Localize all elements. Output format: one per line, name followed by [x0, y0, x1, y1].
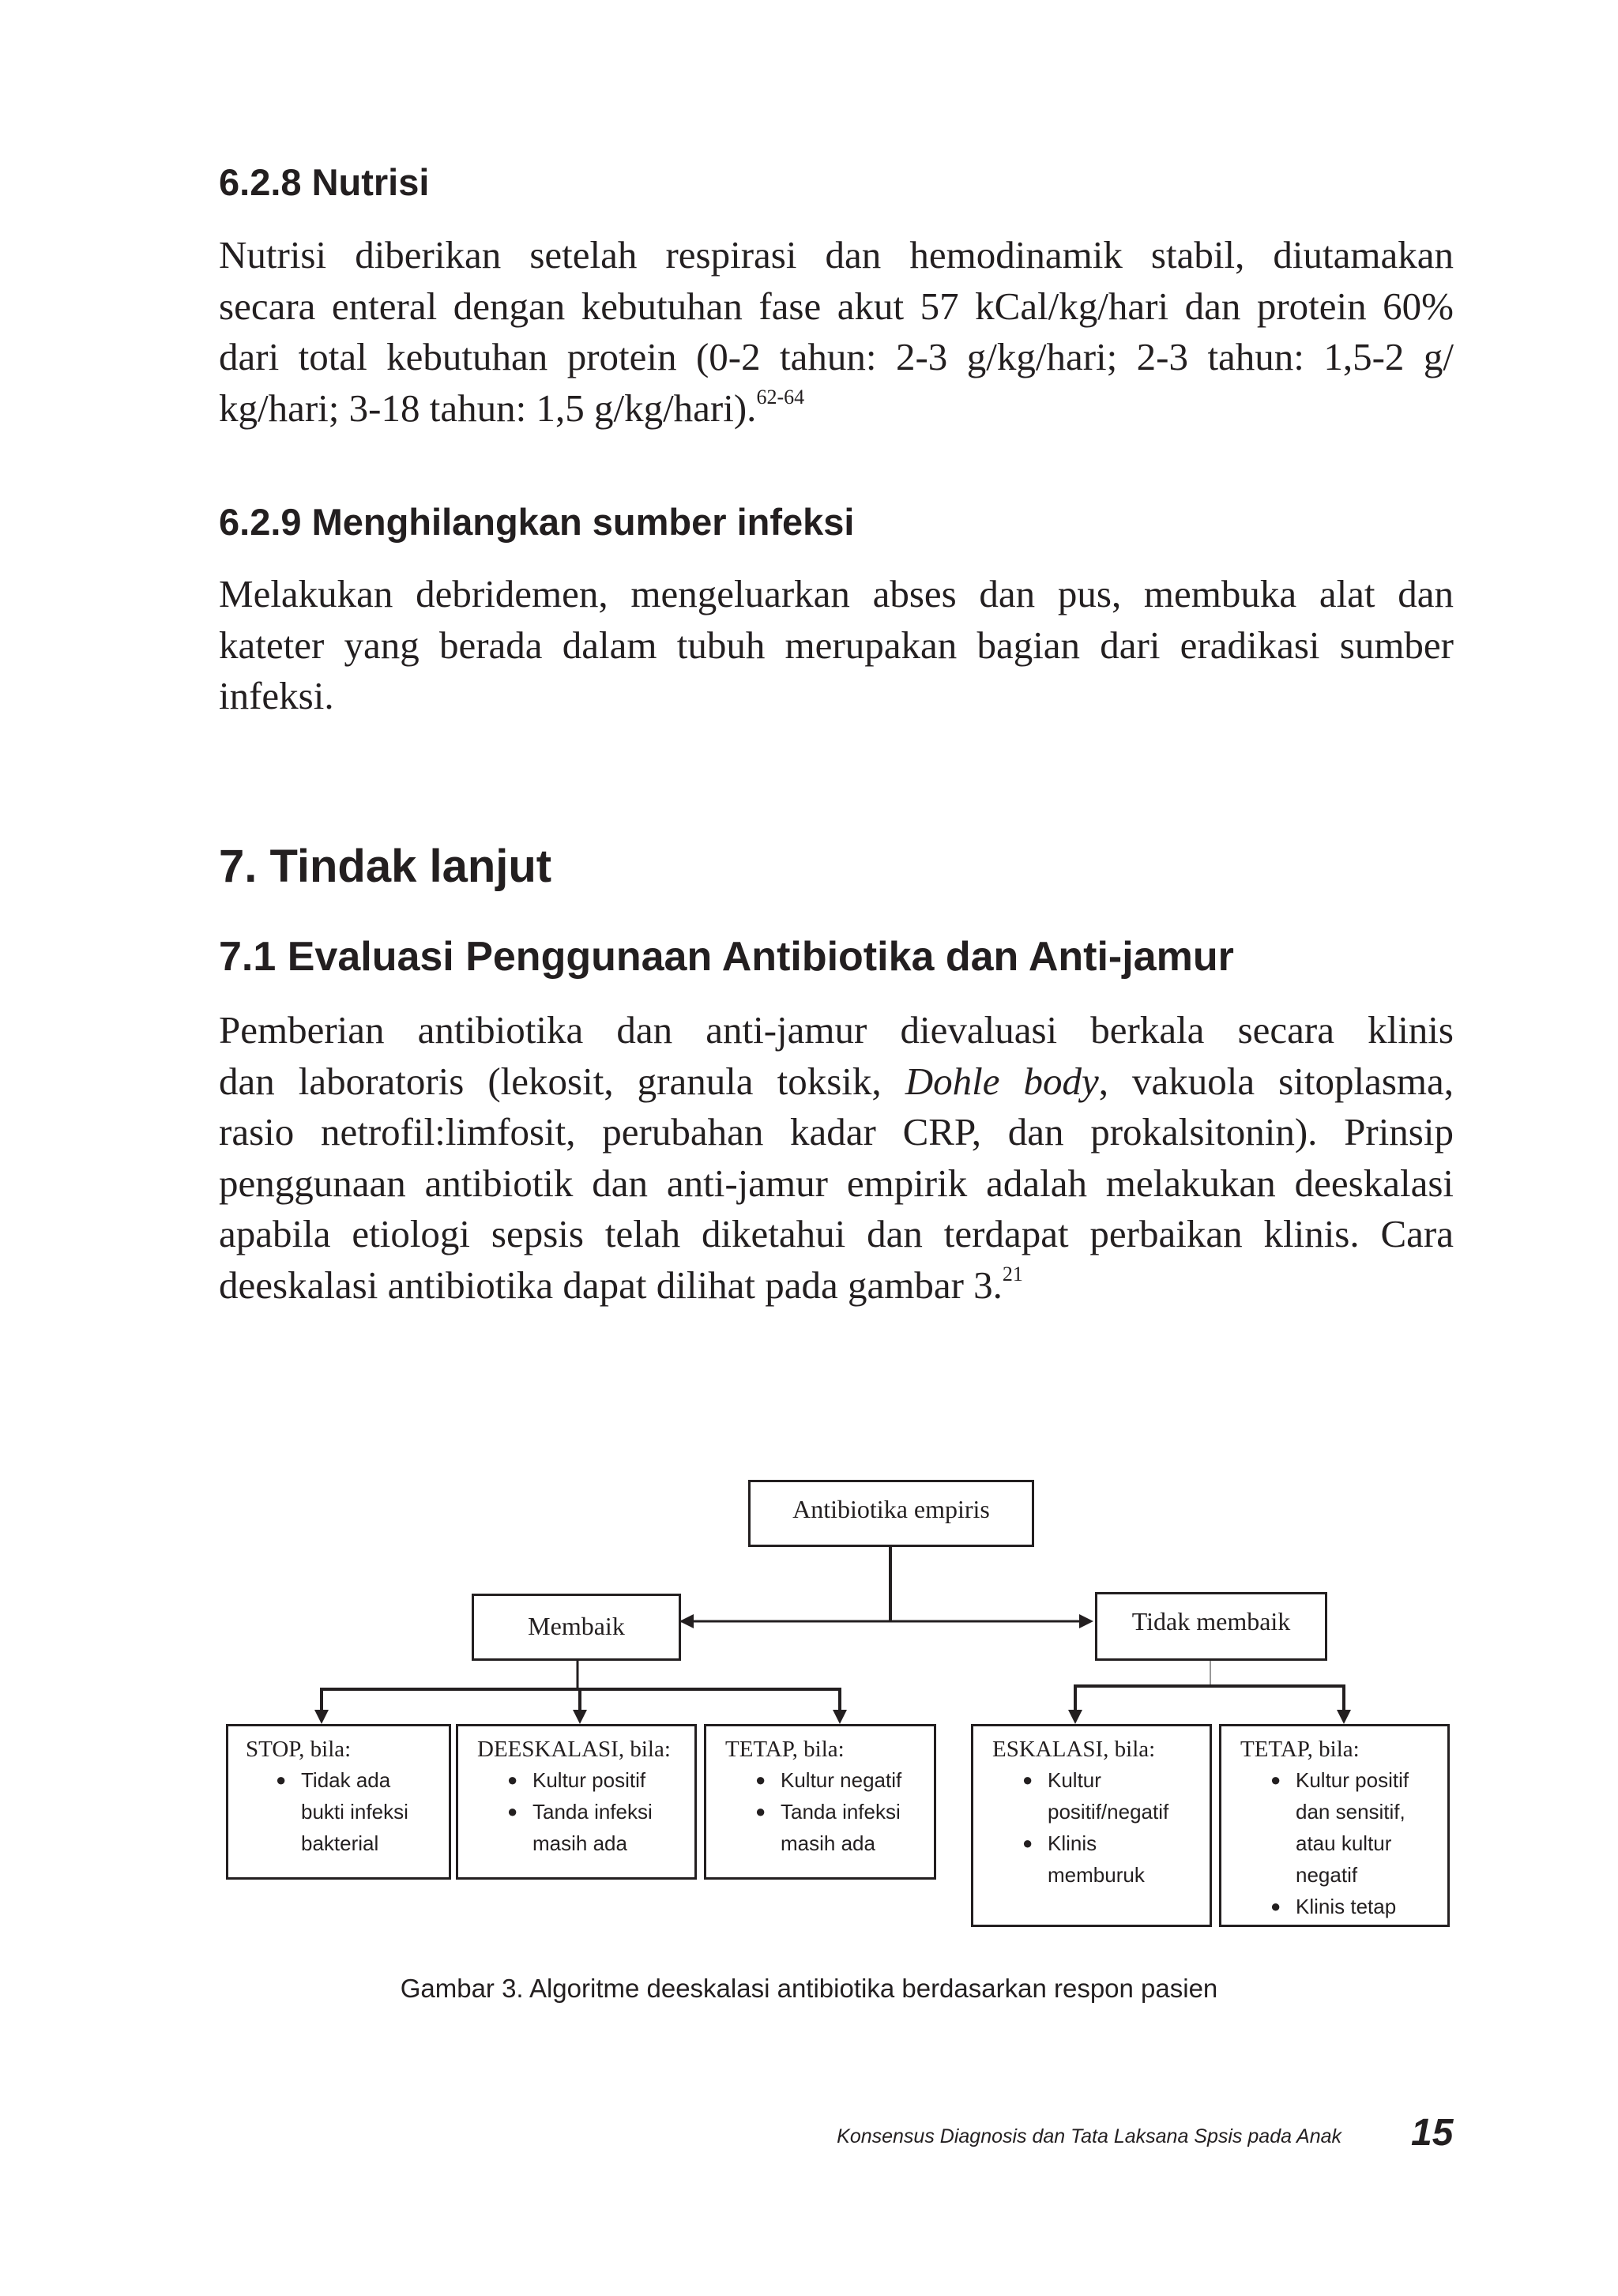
flowchart-tetap-left-list	[747, 1764, 934, 1859]
text-line	[219, 1056, 1454, 1108]
text-line	[219, 383, 1454, 435]
flowchart-eskalasi-box	[971, 1724, 1212, 1927]
flowchart-tidak-membaik-box	[1095, 1592, 1327, 1661]
list-item: ● Kultur positif/negatif	[1022, 1768, 1169, 1824]
text-line-part: , vakuola sitoplasma,	[1098, 1059, 1454, 1103]
list-item-text: Kultur positif	[532, 1768, 646, 1792]
text-line: rasio netrofil:limfosit, perubahan kadar CRP, dan prokalsitonin). Prinsip	[219, 1110, 1454, 1154]
list-item: ● Kultur negatif	[755, 1768, 902, 1792]
list-item: ● Klinis memburuk	[1022, 1831, 1145, 1887]
flowchart-eskalasi-heading: ESKALASI, bila:	[992, 1737, 1156, 1762]
flowchart-membaik-box	[472, 1594, 681, 1661]
text-line-content: kg/hari; 3-18 tahun: 1,5 g/kg/hari).	[219, 386, 757, 430]
list-item-text: Tanda infeksi masih ada	[532, 1800, 653, 1855]
paragraph-evaluasi	[219, 1005, 1454, 1311]
flowchart-tetap-left-box	[704, 1724, 936, 1880]
flowchart-stop-heading: STOP, bila:	[246, 1737, 352, 1762]
section-heading-7-1: 7.1 Evaluasi Penggunaan Antibiotika dan Anti-jamur	[219, 934, 1234, 980]
text-line: dari total kebutuhan protein (0-2 tahun: 2-3 g/kg/hari; 2-3 tahun: 1,5-2 g/	[219, 335, 1454, 378]
flowchart-tetap-right-list	[1262, 1764, 1447, 1922]
arrowhead	[314, 1710, 329, 1724]
figure-caption: Gambar 3. Algoritme deeskalasi antibiotika berdasarkan respon pasien	[400, 1974, 1218, 2003]
paragraph-nutrisi	[219, 230, 1454, 434]
flowchart-tetap-right-box	[1219, 1724, 1450, 1927]
text-line: infeksi.	[219, 674, 334, 717]
chapter-heading-7: 7. Tindak lanjut	[219, 841, 552, 892]
text-line: Nutrisi diberikan setelah respirasi dan hemodinamik stabil, diutamakan	[219, 233, 1454, 277]
arrowhead	[1068, 1710, 1082, 1724]
citation-superscript: 21	[1002, 1262, 1023, 1285]
list-item-text: Klinis tetap	[1296, 1895, 1397, 1918]
list-item-text: Tidak ada bukti infeksi bakterial	[301, 1768, 408, 1855]
text-line: Melakukan debridemen, mengeluarkan abses dan pus, membuka alat dan	[219, 572, 1454, 615]
list-item-text: Klinis memburuk	[1048, 1831, 1145, 1887]
arrowhead	[833, 1710, 847, 1724]
text-line	[219, 1260, 1454, 1312]
flowchart-stop-box	[226, 1724, 451, 1880]
list-item-text: Tanda infeksi masih ada	[781, 1800, 901, 1855]
text-line: apabila etiologi sepsis telah diketahui dan terdapat perbaikan klinis. Cara	[219, 1212, 1454, 1255]
text-line: kateter yang berada dalam tubuh merupakan bagian dari eradikasi sumber	[219, 623, 1454, 667]
arrowhead	[1337, 1710, 1351, 1724]
citation-superscript: 62-64	[756, 385, 805, 408]
flowchart-tetap-left-heading: TETAP, bila:	[725, 1737, 845, 1762]
italic-term: Dohle body	[905, 1059, 1099, 1103]
flowchart-tetap-right-heading: TETAP, bila:	[1240, 1737, 1360, 1762]
flowchart-tidak-membaik-label: Tidak membaik	[1131, 1607, 1291, 1635]
section-heading-6-2-9: 6.2.9 Menghilangkan sumber infeksi	[219, 501, 855, 543]
paragraph-sumber-infeksi	[219, 569, 1454, 722]
list-item: ● Tanda infeksi masih ada	[755, 1800, 901, 1855]
list-item: ● Kultur positif	[507, 1768, 646, 1792]
list-item: ● Klinis tetap	[1270, 1895, 1397, 1918]
page-number: 15	[1411, 2112, 1454, 2154]
footer-book-title: Konsensus Diagnosis dan Tata Laksana Spsis pada Anak	[837, 2125, 1341, 2147]
flowchart-root-label: Antibiotika empiris	[792, 1495, 990, 1523]
list-item: ● Tanda infeksi masih ada	[507, 1800, 653, 1855]
flowchart-stop-list	[268, 1764, 449, 1859]
flowchart-root-box	[748, 1480, 1034, 1547]
text-line-content: deeskalasi antibiotika dapat dilihat pada gambar 3.	[219, 1263, 1003, 1307]
flowchart-deeskalasi-list	[499, 1764, 694, 1859]
text-line: secara enteral dengan kebutuhan fase akut 57 kCal/kg/hari dan protein 60%	[219, 284, 1454, 328]
flowchart-deeskalasi-heading: DEESKALASI, bila:	[477, 1737, 671, 1762]
arrowhead	[1079, 1614, 1093, 1628]
flowchart-eskalasi-list	[1014, 1764, 1210, 1891]
section-heading-6-2-8: 6.2.8 Nutrisi	[219, 161, 430, 203]
text-line-part: dan laboratoris (lekosit, granula toksik,	[219, 1059, 905, 1103]
list-item-text: Kultur positif dan sensitif, atau kultur negatif	[1296, 1768, 1409, 1887]
text-line: Pemberian antibiotika dan anti-jamur dievaluasi berkala secara klinis	[219, 1008, 1454, 1052]
flowchart-deeskalasi-box	[456, 1724, 697, 1880]
arrowhead	[679, 1614, 694, 1628]
text-line: penggunaan antibiotik dan anti-jamur empirik adalah melakukan deeskalasi	[219, 1161, 1454, 1205]
flowchart-membaik-label: Membaik	[528, 1612, 625, 1640]
list-item: ● Kultur positif dan sensitif, atau kultur negatif	[1270, 1768, 1409, 1887]
list-item-text: Kultur positif/negatif	[1048, 1768, 1169, 1824]
arrowhead	[573, 1710, 587, 1724]
list-item-text: Kultur negatif	[781, 1768, 902, 1792]
list-item: ● Tidak ada bukti infeksi bakterial	[276, 1768, 408, 1855]
